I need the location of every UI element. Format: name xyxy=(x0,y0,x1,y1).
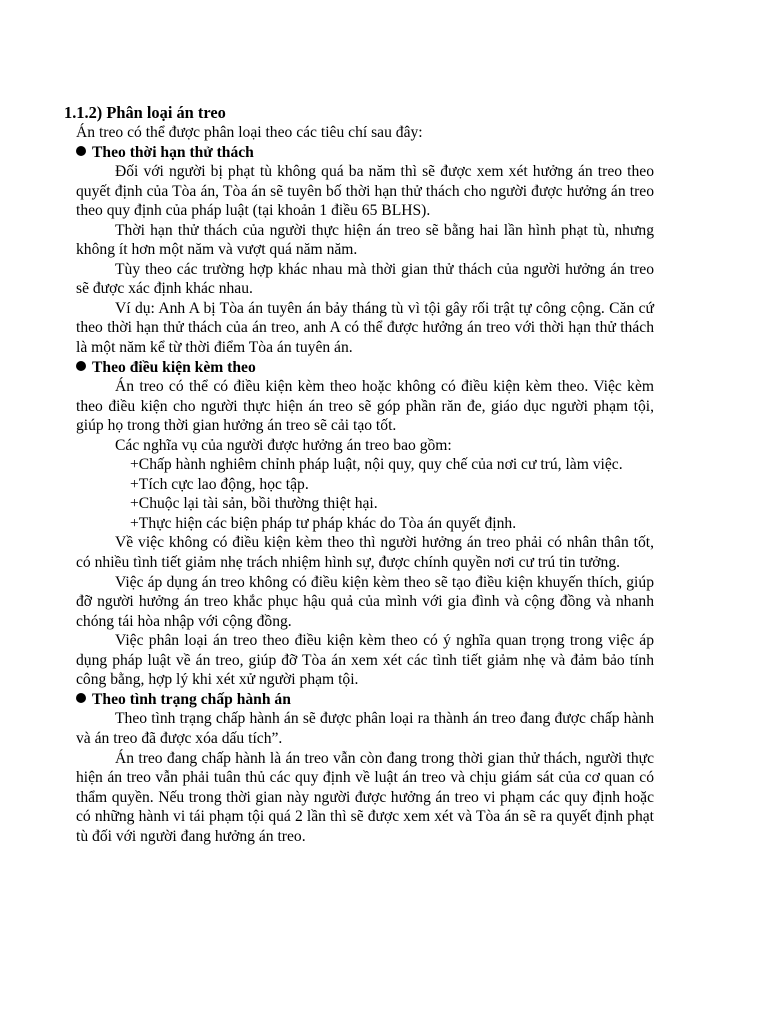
paragraph: Đối với người bị phạt tù không quá ba năm thì sẽ được xem xét hưởng án treo theo quyết định của Tòa án, Tòa án sẽ tuyên bố thời hạn thử thách cho người được hưởng án treo theo quy định của pháp luật (tại khoản 1 điều 65 BLHS). xyxy=(76,163,654,220)
intro-paragraph: Án treo có thể được phân loại theo các tiêu chí sau đây: xyxy=(76,124,423,141)
bullet-dot-icon xyxy=(76,693,86,703)
list-item: +Chuộc lại tài sản, bồi thường thiệt hại. xyxy=(130,495,378,513)
bullet-heading-conditions xyxy=(76,358,654,378)
paragraph: Việc áp dụng án treo không có điều kiện kèm theo sẽ tạo điều kiện khuyến thích, giúp đỡ người hưởng án treo khắc phục hậu quả của mình với gia đình và cộng đồng và nhanh chóng tái hòa nhập với cộng đồng. xyxy=(76,573,654,630)
paragraph: Án treo đang chấp hành là án treo vẫn còn đang trong thời gian thử thách, người thực hiện án treo vẫn phải tuân thủ các quy định về luật án treo và chịu giám sát của cơ quan có thẩm quyền. Nếu trong thời gian này người được hưởng án treo vi phạm các quy định hoặc có những hành vi tái phạm tội quá 2 lần thì sẽ được xem xét và Tòa án sẽ ra quyết định phạt tù đối với người đang hưởng án treo. xyxy=(76,749,654,845)
paragraph: Thời hạn thử thách của người thực hiện án treo sẽ bằng hai lần hình phạt tù, nhưng không ít hơn một năm và vượt quá năm năm. xyxy=(76,221,654,259)
document-page xyxy=(64,103,654,846)
paragraph: Về việc không có điều kiện kèm theo thì người hưởng án treo phải có nhân thân tốt, có nhiều tình tiết giảm nhẹ trách nhiệm hình sự, được chính quyền nơi cư trú tin tưởng. xyxy=(76,534,654,572)
bullet-title: Theo thời hạn thử thách xyxy=(92,143,254,161)
bullet-title: Theo tình trạng chấp hành án xyxy=(92,690,291,708)
paragraph: Án treo có thể có điều kiện kèm theo hoặc không có điều kiện kèm theo. Việc kèm theo điều kiện cho người thực hiện án treo sẽ góp phần răn đe, giáo dục người phạm tội, giúp họ trong thời gian hưởng án treo sẽ cải tạo tốt. xyxy=(76,378,654,435)
paragraph: Các nghĩa vụ của người được hưởng án treo bao gồm: xyxy=(115,436,452,454)
bullet-heading-term xyxy=(76,143,654,163)
list-item: +Tích cực lao động, học tập. xyxy=(130,475,309,493)
bullet-dot-icon xyxy=(76,361,86,371)
paragraph: Ví dụ: Anh A bị Tòa án tuyên án bảy tháng tù vì tội gây rối trật tự công cộng. Căn cứ theo thời hạn thử thách của án treo, anh A có thể được hưởng án treo với thời hạn thử thách là một năm kể từ thời điểm Tòa án tuyên án. xyxy=(76,299,654,357)
section-heading: 1.1.2) Phân loại án treo xyxy=(64,103,226,122)
list-item: +Chấp hành nghiêm chỉnh pháp luật, nội quy, quy chế của nơi cư trú, làm việc. xyxy=(130,456,623,474)
paragraph: Tùy theo các trường hợp khác nhau mà thời gian thử thách của người hưởng án treo sẽ được xác định khác nhau. xyxy=(76,260,654,298)
bullet-dot-icon xyxy=(76,146,86,156)
bullet-heading-status xyxy=(76,690,654,710)
paragraph: Việc phân loại án treo theo điều kiện kèm theo có ý nghĩa quan trọng trong việc áp dụng pháp luật về án treo, giúp đỡ Tòa án xem xét các tình tiết giảm nhẹ và đảm bảo tính công bằng, hợp lý khi xét xử người phạm tội. xyxy=(76,632,654,689)
paragraph: Theo tình trạng chấp hành án sẽ được phân loại ra thành án treo đang được chấp hành và án treo đã được xóa dấu tích”. xyxy=(76,710,654,747)
list-item: +Thực hiện các biện pháp tư pháp khác do Tòa án quyết định. xyxy=(130,514,517,532)
bullet-title: Theo điều kiện kèm theo xyxy=(92,358,256,376)
